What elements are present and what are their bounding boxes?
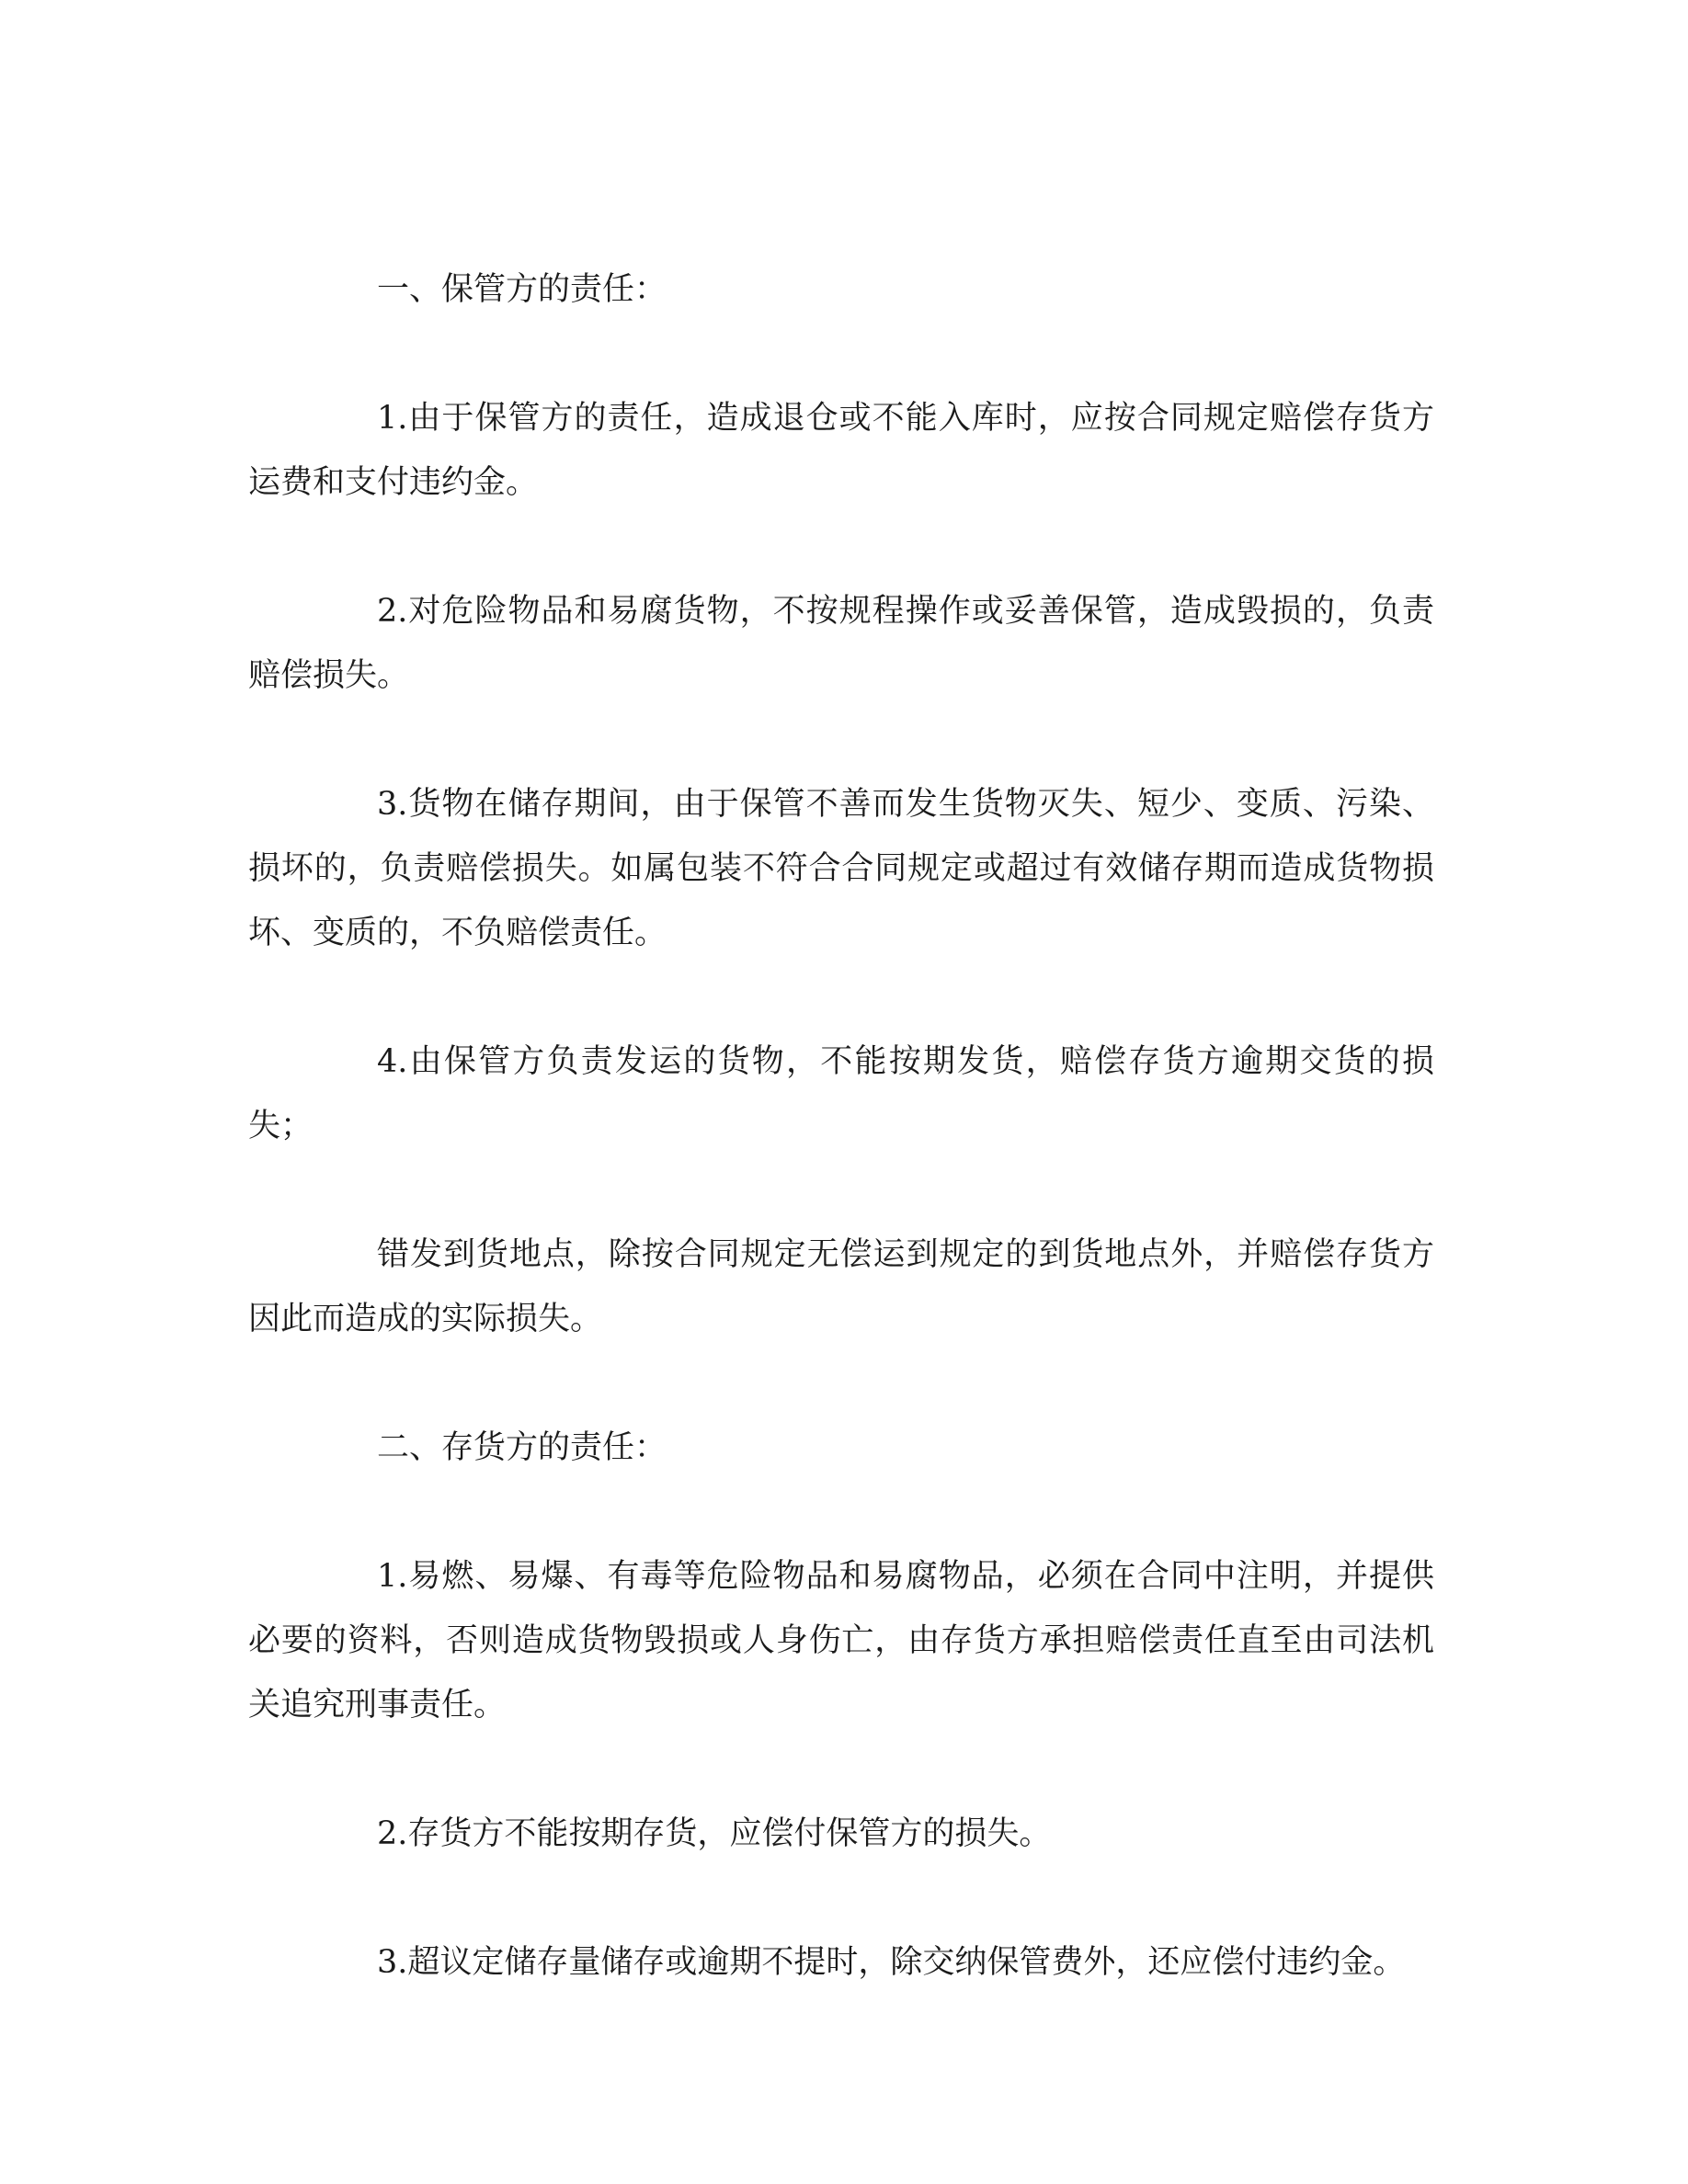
clause-paragraph: 1.由于保管方的责任，造成退仓或不能入库时，应按合同规定赔偿存货方运费和支付违约金。 [248, 400, 1434, 501]
clause-paragraph: 1.易燃、易爆、有毒等危险物品和易腐物品，必须在合同中注明，并提供必要的资料，否则造成货物毁损或人身伤亡，由存货方承担赔偿责任直至由司法机关追究刑事责任。 [248, 1558, 1434, 1723]
clause-paragraph: 3.货物在储存期间，由于保管不善而发生货物灭失、短少、变质、污染、损坏的，负责赔偿损失。如属包装不符合合同规定或超过有效储存期而造成货物损坏、变质的，不负赔偿责任。 [248, 786, 1434, 951]
clause-paragraph: 2.对危险物品和易腐货物，不按规程操作或妥善保管，造成毁损的，负责赔偿损失。 [248, 593, 1434, 694]
clause-paragraph: 错发到货地点，除按合同规定无偿运到规定的到货地点外，并赔偿存货方因此而造成的实际损失。 [248, 1236, 1434, 1337]
clause-paragraph: 4.由保管方负责发运的货物，不能按期发货，赔偿存货方逾期交货的损失； [248, 1043, 1434, 1144]
section-heading-custodian: 一、保管方的责任： [377, 271, 667, 308]
section-heading-depositor: 二、存货方的责任： [377, 1429, 667, 1466]
document-body [248, 257, 1434, 2059]
clause-paragraph: 2.存货方不能按期存货，应偿付保管方的损失。 [377, 1815, 1052, 1852]
clause-paragraph: 3.超议定储存量储存或逾期不提时，除交纳保管费外，还应偿付违约金。 [377, 1944, 1406, 1981]
